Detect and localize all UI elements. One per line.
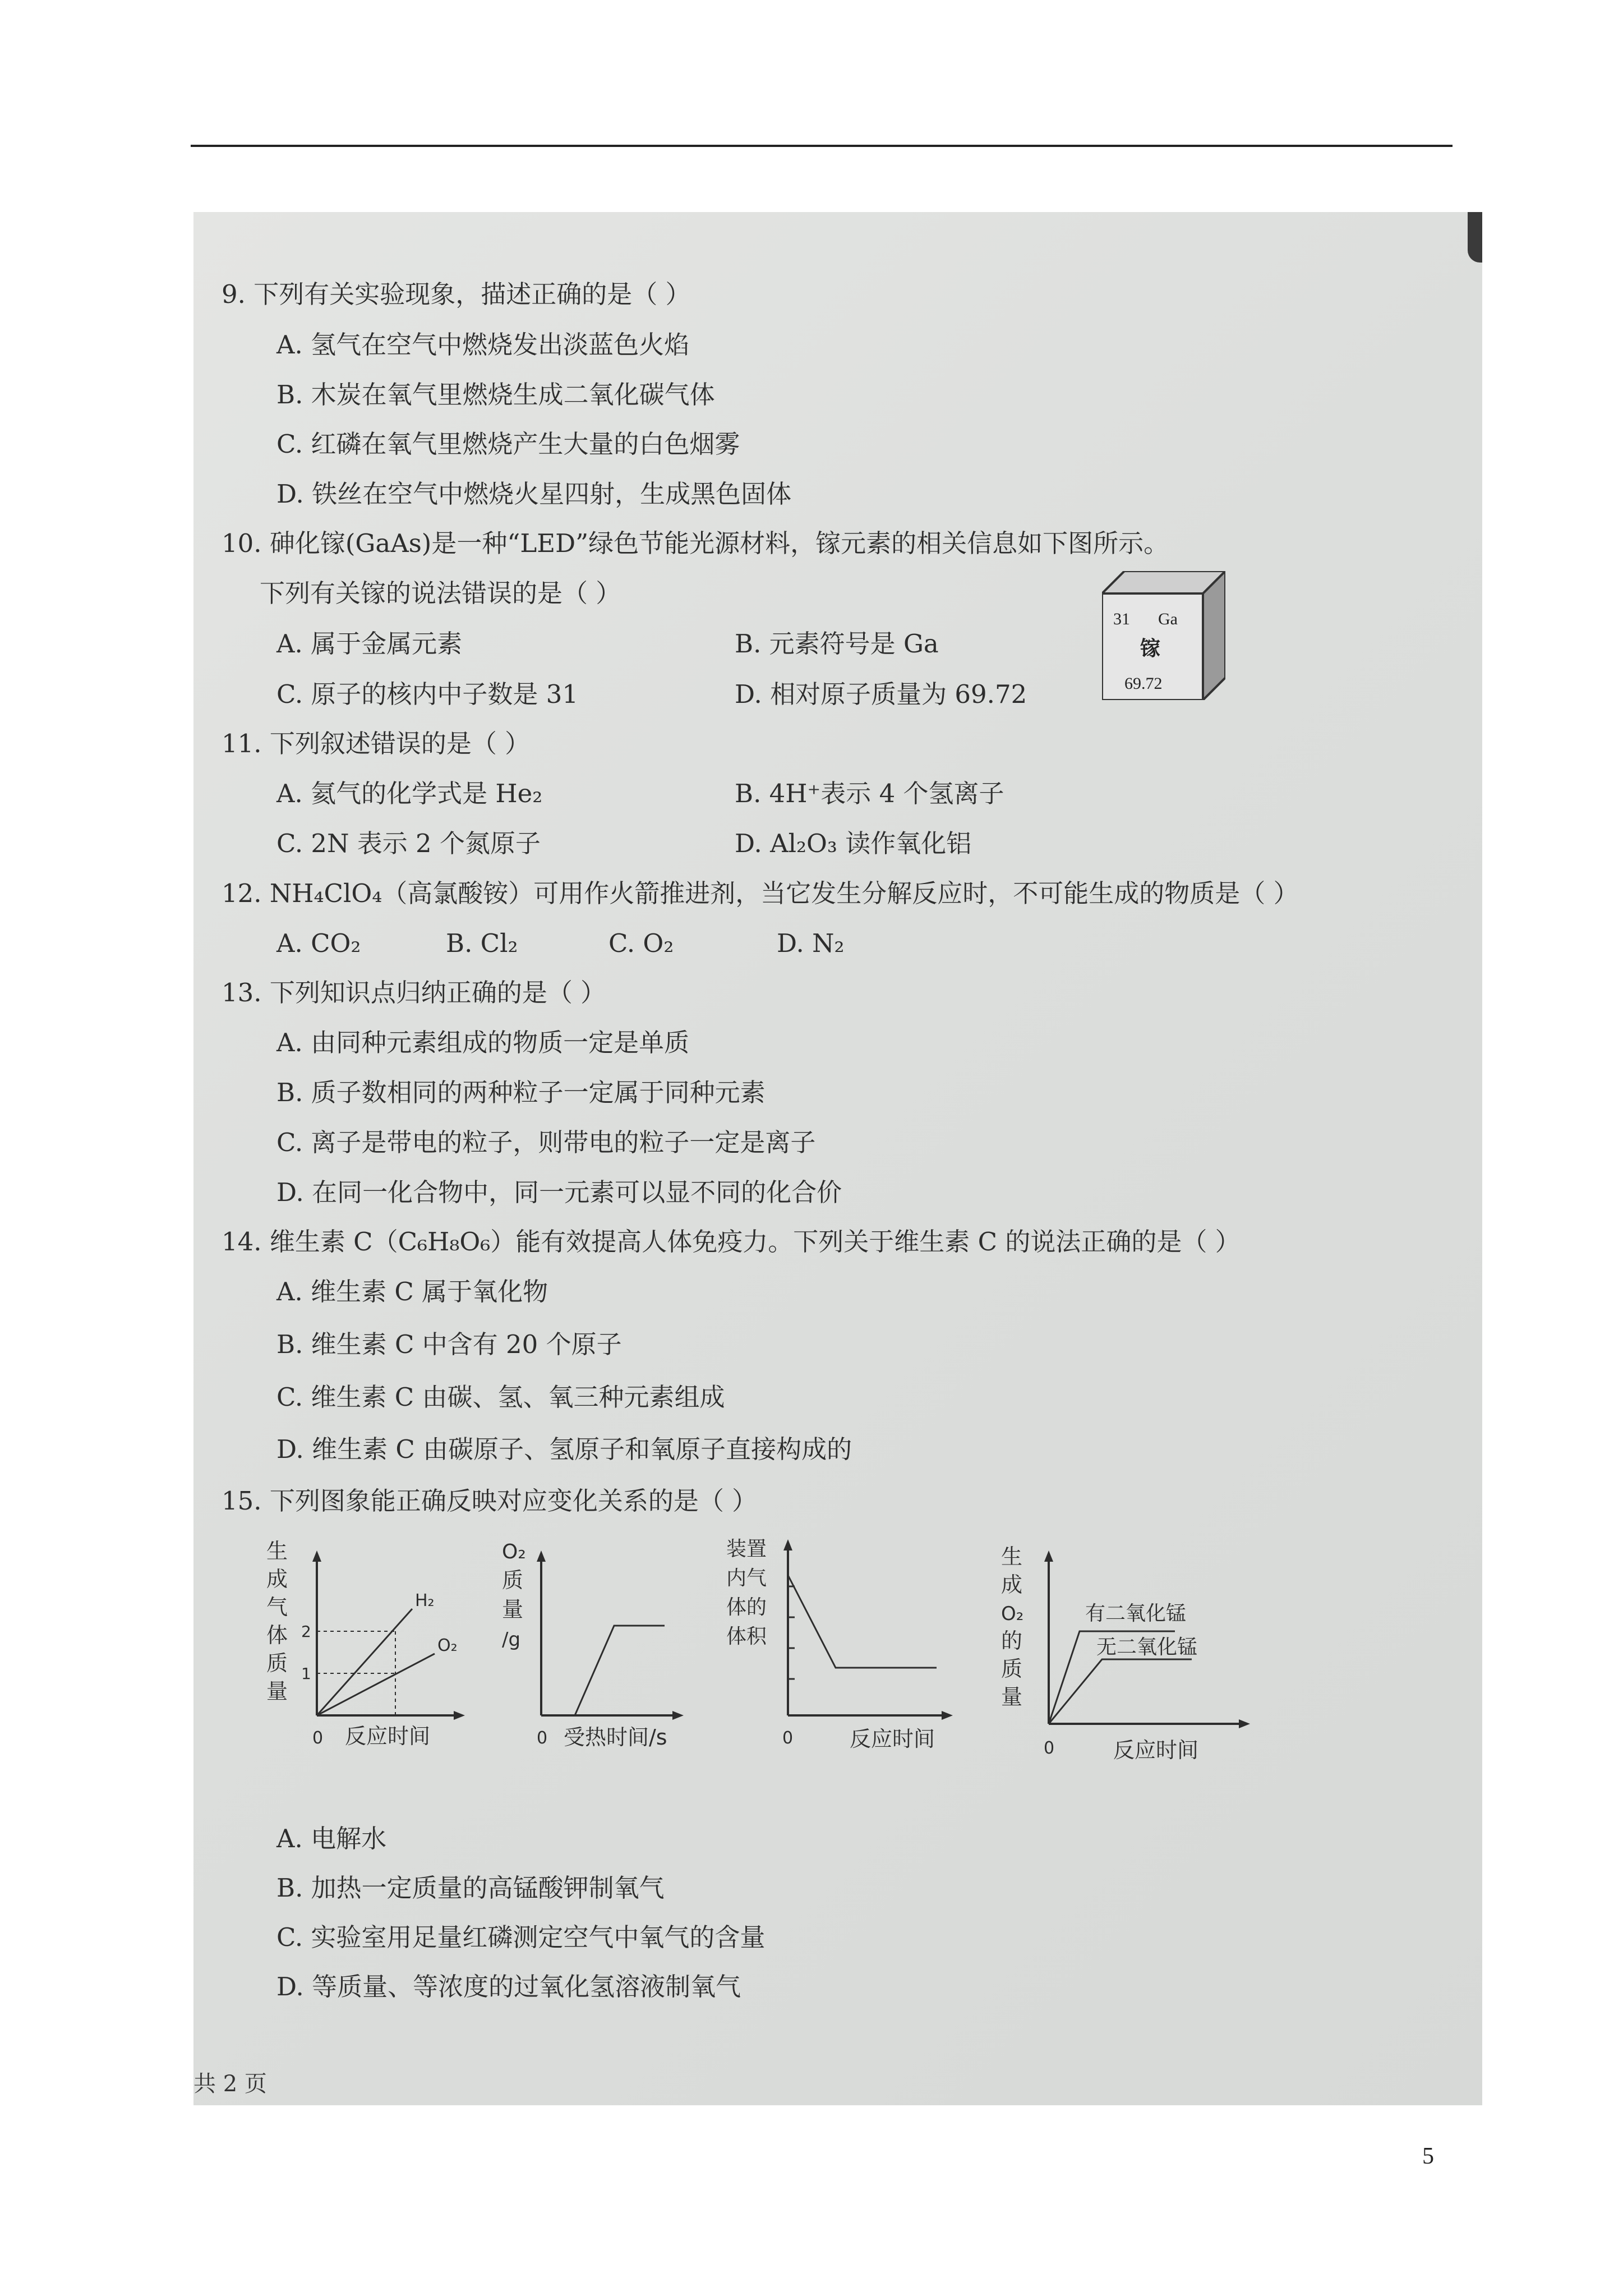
element-symbol: Ga	[1158, 610, 1178, 628]
question-9-option-b: B. 木炭在氧气里燃烧生成二氧化碳气体	[276, 380, 715, 409]
graph-c-xlabel: 反应时间	[850, 1727, 935, 1751]
question-12-option-d: D. N₂	[777, 928, 845, 958]
graph-b-ylabel-4: /g	[502, 1628, 521, 1651]
graph-a-y-arrow	[312, 1550, 321, 1562]
graph-b-kmno4-heating	[502, 1536, 715, 1783]
question-12-option-a: A. CO₂	[276, 928, 361, 958]
graph-d-ylabel-3: O₂	[1001, 1603, 1024, 1625]
gallium-element-card	[1102, 571, 1225, 700]
question-9-stem: 9. 下列有关实验现象，描述正确的是（ ）	[222, 279, 691, 309]
question-11-option-b: B. 4H⁺表示 4 个氢离子	[735, 779, 1004, 808]
question-10-option-b: B. 元素符号是 Ga	[735, 629, 939, 659]
graph-d-label-without-mno2: 无二氧化锰	[1096, 1636, 1198, 1659]
question-10-stem-2: 下列有关镓的说法错误的是（ ）	[260, 578, 621, 608]
question-15-option-c: C. 实验室用足量红磷测定空气中氧气的含量	[276, 1922, 766, 1952]
graph-b-xlabel: 受热时间/s	[564, 1725, 667, 1750]
question-14-option-b: B. 维生素 C 中含有 20 个原子	[276, 1329, 622, 1359]
question-10-option-c: C. 原子的核内中子数是 31	[276, 679, 579, 709]
graph-a-line-o2	[317, 1654, 435, 1715]
question-15-option-a: A. 电解水	[276, 1824, 387, 1853]
graph-a-label-h2: H₂	[415, 1591, 435, 1611]
graph-c-curve	[788, 1575, 937, 1668]
graph-c-origin: 0	[782, 1728, 794, 1748]
photo-footer-page-count: 共 2 页	[193, 2071, 267, 2097]
question-9-option-d: D. 铁丝在空气中燃烧火星四射，生成黑色固体	[276, 479, 792, 509]
question-13-option-c: C. 离子是带电的粒子，则带电的粒子一定是离子	[276, 1128, 816, 1157]
graph-d-ylabel-2: 成	[1001, 1572, 1023, 1597]
graph-d-hydrogen-peroxide	[1001, 1536, 1281, 1800]
graph-c-red-phosphorus	[726, 1527, 962, 1783]
graph-a-line-h2	[317, 1609, 412, 1715]
graph-a-tick-1: 1	[301, 1664, 311, 1683]
question-10-option-a: A. 属于金属元素	[276, 629, 463, 659]
question-13-option-a: A. 由同种元素组成的物质一定是单质	[276, 1028, 690, 1057]
graph-d-label-with-mno2: 有二氧化锰	[1085, 1602, 1187, 1625]
graph-a-origin: 0	[312, 1728, 324, 1748]
page-number: 5	[1422, 2143, 1434, 2169]
question-9-option-a: A. 氢气在空气中燃烧发出淡蓝色火焰	[276, 330, 690, 360]
graph-d-x-arrow	[1239, 1719, 1250, 1728]
graph-a-tick-2: 2	[301, 1622, 311, 1641]
graph-c-ylabel-4: 体积	[726, 1625, 767, 1648]
graph-b-ylabel-3: 量	[502, 1597, 524, 1622]
graph-d-ylabel-1: 生	[1001, 1544, 1023, 1569]
question-14-stem: 14. 维生素 C（C₆H₈O₆）能有效提高人体免疫力。下列关于维生素 C 的说法正确的是（ ）	[222, 1227, 1241, 1257]
question-14-option-c: C. 维生素 C 由碳、氢、氧三种元素组成	[276, 1382, 725, 1412]
graph-c-x-arrow	[942, 1711, 953, 1720]
graph-c-ylabel-1: 装置	[726, 1538, 767, 1561]
graph-d-y-arrow	[1044, 1550, 1053, 1562]
question-11-stem: 11. 下列叙述错误的是（ ）	[222, 729, 531, 758]
graph-b-origin: 0	[537, 1728, 548, 1748]
graph-a-ylabel-1: 生	[266, 1539, 288, 1563]
question-10-stem: 10. 砷化镓(GaAs)是一种“LED”绿色节能光源材料，镓元素的相关信息如下图所示。	[222, 528, 1169, 558]
graph-d-origin: 0	[1044, 1738, 1055, 1758]
graph-a-xlabel: 反应时间	[345, 1724, 431, 1749]
question-12-stem: 12. NH₄ClO₄（高氯酸铵）可用作火箭推进剂，当它发生分解反应时，不可能生成的物质是（ ）	[222, 878, 1299, 908]
header-rule	[191, 145, 1453, 147]
question-13-option-d: D. 在同一化合物中，同一元素可以显不同的化合价	[276, 1177, 842, 1207]
graph-c-ylabel-3: 体的	[726, 1596, 767, 1619]
question-15-option-b: B. 加热一定质量的高锰酸钾制氧气	[276, 1873, 665, 1903]
graph-d-curve-without-mno2	[1049, 1659, 1192, 1724]
graph-a-electrolysis	[266, 1536, 479, 1783]
graph-b-curve	[575, 1626, 665, 1715]
question-10-option-d: D. 相对原子质量为 69.72	[735, 679, 1027, 709]
graph-d-ylabel-5: 质	[1001, 1657, 1023, 1681]
graph-a-ylabel-3: 气	[266, 1595, 288, 1619]
question-14-option-d: D. 维生素 C 由碳原子、氢原子和氧原子直接构成的	[276, 1434, 852, 1464]
graph-a-label-o2: O₂	[437, 1636, 458, 1655]
graph-c-y-arrow	[783, 1539, 792, 1550]
element-name: 镓	[1140, 637, 1161, 660]
question-12-option-b: B. Cl₂	[446, 928, 518, 958]
photo-corner-shadow	[1468, 212, 1482, 263]
graph-a-ylabel-2: 成	[266, 1567, 288, 1591]
graph-b-ylabel-1: O₂	[502, 1540, 526, 1563]
question-12-option-c: C. O₂	[608, 928, 674, 958]
graph-a-ylabel-5: 质	[266, 1651, 288, 1676]
question-13-stem: 13. 下列知识点归纳正确的是（ ）	[222, 978, 606, 1007]
element-atomic-number: 31	[1113, 610, 1130, 628]
question-14-option-a: A. 维生素 C 属于氧化物	[276, 1277, 548, 1306]
graph-b-x-arrow	[672, 1711, 684, 1720]
graph-b-y-arrow	[537, 1550, 546, 1562]
question-11-option-a: A. 氦气的化学式是 He₂	[276, 779, 543, 808]
element-atomic-mass: 69.72	[1124, 674, 1163, 693]
graph-b-ylabel-2: 质	[502, 1568, 524, 1593]
question-11-option-c: C. 2N 表示 2 个氮原子	[276, 829, 541, 858]
question-15-stem: 15. 下列图象能正确反映对应变化关系的是（ ）	[222, 1486, 758, 1516]
graph-a-ylabel-4: 体	[266, 1623, 288, 1648]
graph-d-ylabel-6: 量	[1001, 1685, 1023, 1709]
graph-a-ylabel-6: 量	[266, 1679, 288, 1704]
question-15-option-d: D. 等质量、等浓度的过氧化氢溶液制氧气	[276, 1972, 741, 2001]
graph-c-ylabel-2: 内气	[726, 1567, 767, 1590]
graph-d-xlabel: 反应时间	[1113, 1738, 1199, 1763]
question-13-option-b: B. 质子数相同的两种粒子一定属于同种元素	[276, 1078, 766, 1107]
graph-d-ylabel-4: 的	[1001, 1628, 1023, 1653]
question-9-option-c: C. 红磷在氧气里燃烧产生大量的白色烟雾	[276, 429, 740, 459]
question-11-option-d: D. Al₂O₃ 读作氧化铝	[735, 829, 972, 858]
graph-a-x-arrow	[454, 1711, 465, 1720]
scanned-exam-photo	[193, 212, 1482, 2105]
